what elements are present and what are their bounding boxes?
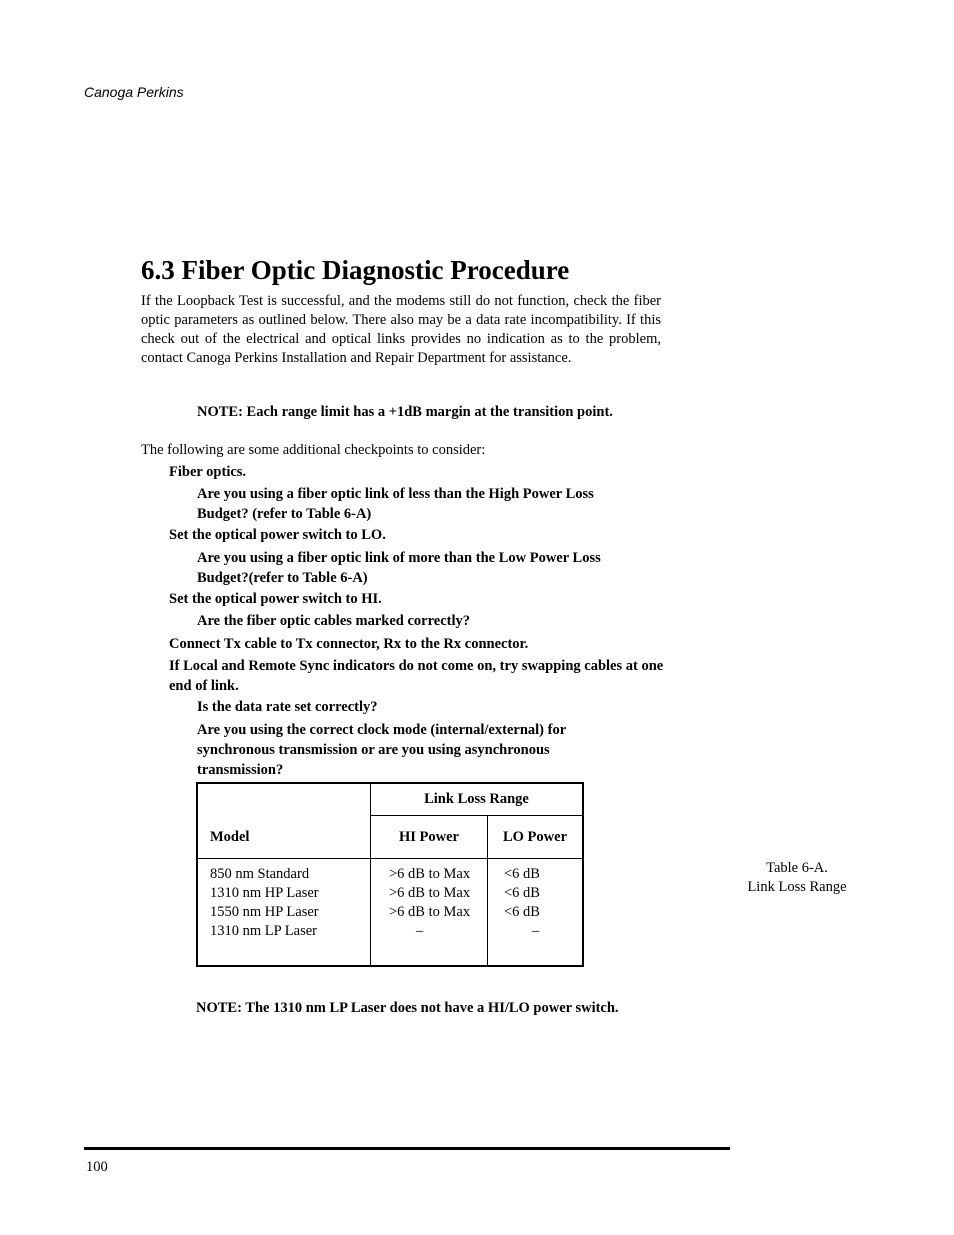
hi-column [371, 859, 488, 967]
lo-cell: – [532, 923, 540, 939]
note-lp-laser: NOTE: The 1310 nm LP Laser does not have a HI/LO power switch. [196, 1000, 619, 1016]
table-header-hi: HI Power [371, 816, 488, 859]
intro-paragraph: If the Loopback Test is successful, and the modems still do not function, check the fiber optic parameters as outlined below. There also may be a data rate incompatibility. If this check out of the electrical and optical links provides no indication as to the problem, contact Canoga Perkins Installation and Repair Department for assistance. [141, 293, 661, 366]
checkpoint-item: Set the optical power switch to HI. [169, 591, 382, 607]
lo-cell: <6 dB [504, 866, 540, 882]
model-column [197, 859, 371, 967]
model-cell: 1310 nm LP Laser [210, 923, 317, 939]
running-header: Canoga Perkins [84, 84, 184, 100]
lo-cell: <6 dB [504, 904, 540, 920]
checkpoints-lead: The following are some additional checkpoints to consider: [141, 442, 486, 458]
caption-number: Table 6-A. [766, 860, 828, 876]
link-loss-table [196, 782, 584, 967]
checkpoint-item: Are you using a fiber optic link of more than the Low Power Loss Budget?(refer to Table 6-A) [197, 550, 601, 586]
lo-cell: <6 dB [504, 885, 540, 901]
table-header-lo: LO Power [488, 816, 584, 859]
checkpoint-item: Is the data rate set correctly? [197, 699, 378, 715]
table-caption [735, 859, 859, 897]
page-number: 100 [86, 1159, 108, 1175]
model-cell: 1310 nm HP Laser [210, 885, 319, 901]
lo-column [488, 859, 584, 967]
checkpoint-item: Fiber optics. [169, 464, 247, 480]
hi-cell: >6 dB to Max [389, 904, 471, 920]
footer-rule [84, 1147, 730, 1150]
section-title: 6.3 Fiber Optic Diagnostic Procedure [141, 255, 570, 285]
model-cell: 1550 nm HP Laser [210, 904, 319, 920]
table-header-model: Model [197, 783, 371, 859]
checkpoint-item: Set the optical power switch to LO. [169, 527, 386, 543]
caption-title: Link Loss Range [747, 879, 847, 895]
checkpoint-item: Are you using a fiber optic link of less than the High Power Loss Budget? (refer to Table 6-A) [197, 486, 594, 522]
hi-cell: – [416, 923, 424, 939]
note-margin: NOTE: Each range limit has a +1dB margin at the transition point. [197, 404, 613, 420]
checkpoint-item: Connect Tx cable to Tx connector, Rx to the Rx connector. [169, 636, 529, 652]
checkpoint-item: If Local and Remote Sync indicators do not come on, try swapping cables at one end of link. [169, 658, 664, 694]
table-header-range: Link Loss Range [371, 783, 584, 816]
table-row [197, 859, 583, 967]
model-cell: 850 nm Standard [210, 866, 310, 882]
checkpoint-item: Are the fiber optic cables marked correctly? [197, 613, 471, 629]
hi-cell: >6 dB to Max [389, 866, 471, 882]
hi-cell: >6 dB to Max [389, 885, 471, 901]
checkpoint-item: Are you using the correct clock mode (internal/external) for synchronous transmission or are you using asynchronous transmission? [197, 722, 566, 778]
